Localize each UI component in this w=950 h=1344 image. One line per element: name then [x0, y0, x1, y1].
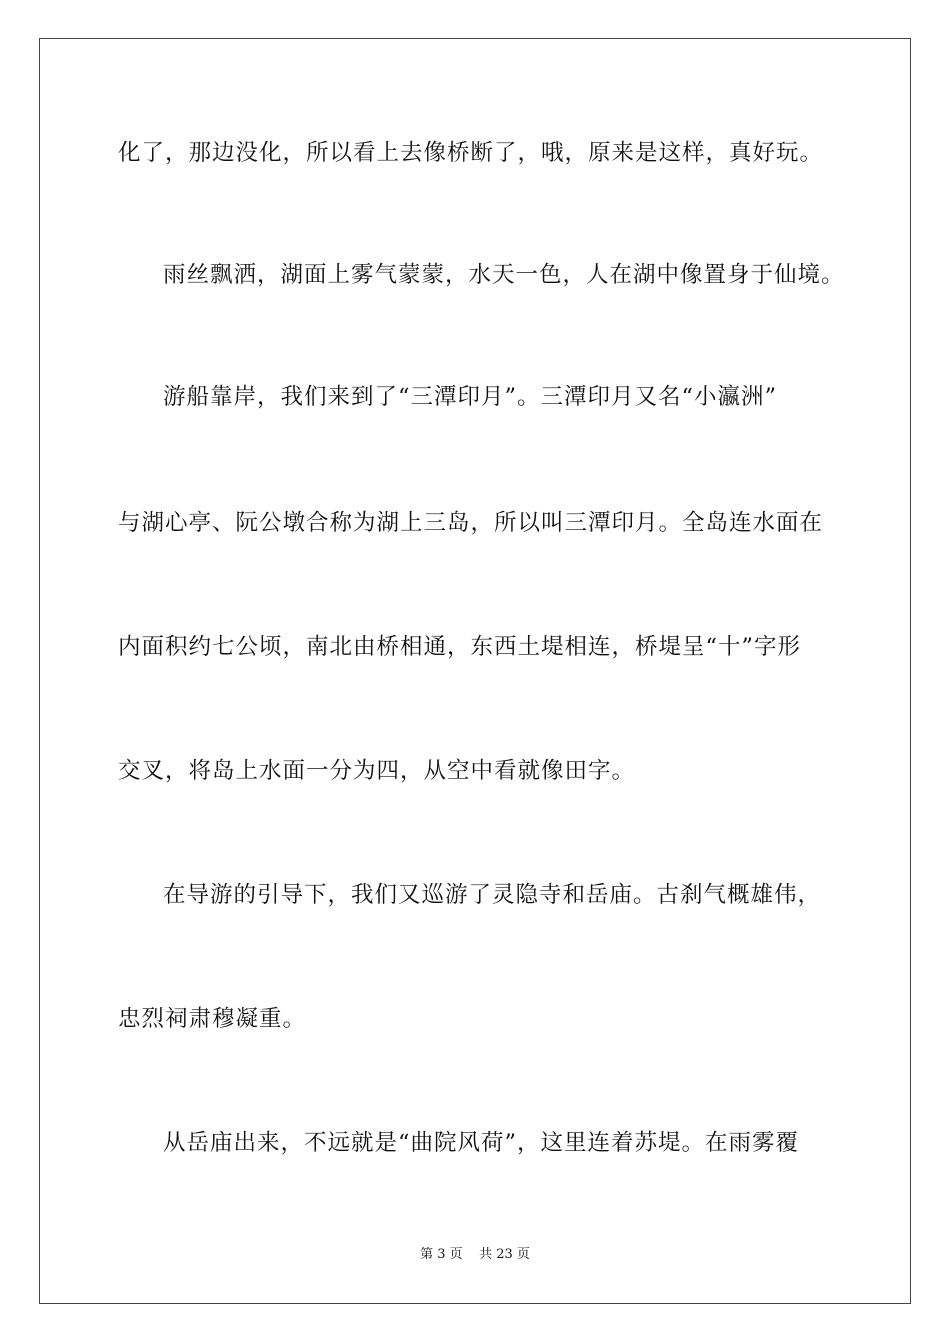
text-line-3: 游船靠岸，我们来到了“三潭印月”。三潭印月又名“小瀛洲” [163, 384, 778, 410]
text-line-6: 交叉，将岛上水面一分为四，从空中看就像田字。 [118, 758, 636, 784]
text-line-8: 忠烈祠肃穆凝重。 [118, 1006, 307, 1032]
text-line-7: 在导游的引导下，我们又巡游了灵隐寺和岳庙。古刹气概雄伟， [163, 882, 822, 908]
text-line-5: 内面积约七公顷，南北由桥相通，东西土堤相连，桥堤呈“十”字形 [118, 634, 802, 660]
text-line-2: 雨丝飘洒，湖面上雾气蒙蒙，水天一色，人在湖中像置身于仙境。 [163, 262, 845, 288]
page-number-footer: 第 3 页 共 23 页 [420, 1247, 530, 1262]
page-border [39, 38, 911, 1304]
text-line-9: 从岳庙出来，不远就是“曲院风荷”，这里连着苏堤。在雨雾覆 [163, 1130, 800, 1156]
text-line-4: 与湖心亭、阮公墩合称为湖上三岛，所以叫三潭印月。全岛连水面在 [118, 510, 824, 536]
text-line-1: 化了，那边没化，所以看上去像桥断了，哦，原来是这样，真好玩。 [118, 140, 824, 166]
